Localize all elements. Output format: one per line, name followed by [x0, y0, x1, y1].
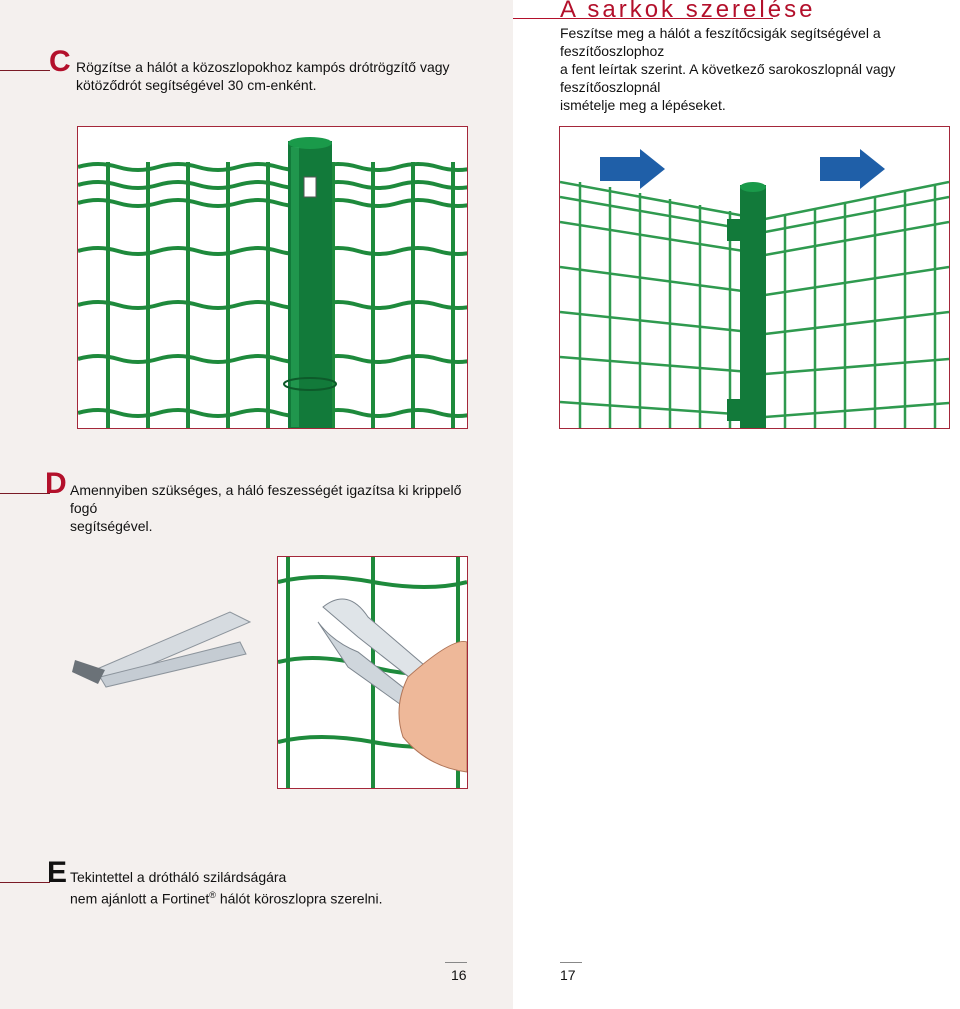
left-page-number-rule: [445, 962, 467, 963]
step-e-rule: [0, 882, 50, 883]
right-page-number: 17: [560, 967, 576, 983]
step-e-letter: E: [47, 856, 68, 889]
page-title: A sarkok szerelése: [560, 0, 816, 23]
step-c-rule: [0, 70, 50, 71]
step-d-line2: segítségével.: [70, 518, 153, 534]
step-d-text: [70, 481, 490, 535]
step-c-line2: kötöződrót segítségével 30 cm-enként.: [76, 77, 317, 93]
corners-line2: a fent leírtak szerint. A következő sarokoszlopnál vagy feszítőoszlopnál: [560, 61, 896, 95]
fence-post-illustration: [77, 126, 468, 429]
registered-mark: ®: [209, 890, 216, 900]
step-e-line1: Tekintettel a drótháló szilárdságára: [70, 869, 287, 885]
step-d-rule: [0, 493, 50, 494]
right-page-number-rule: [560, 962, 582, 963]
step-e-line2-end: hálót köroszlopra szerelni.: [215, 890, 383, 907]
step-e-text: [70, 868, 490, 908]
crimping-pliers-illustration: [277, 556, 468, 789]
step-c-letter: C: [49, 45, 71, 78]
corners-line3: ismételje meg a lépéseket.: [560, 97, 726, 113]
step-d-letter: D: [45, 467, 67, 500]
step-e-line2-start: nem ajánlott a Fortinet: [70, 890, 210, 907]
pliers-illustration: [70, 592, 260, 702]
step-e-line2: [70, 886, 490, 908]
step-d-line1: Amennyiben szükséges, a háló feszességét igazítsa ki krippelő fogó: [70, 482, 462, 516]
left-page-number: 16: [451, 967, 467, 983]
corner-post-illustration: [559, 126, 950, 429]
corners-instruction: [560, 24, 960, 114]
corners-line1: Feszítse meg a hálót a feszítőcsigák segítségével a feszítőoszlophoz: [560, 25, 881, 59]
step-c-line1: Rögzítse a hálót a közoszlopokhoz kampós drótrögzítő vagy: [76, 59, 450, 75]
step-c-text: [76, 58, 496, 94]
